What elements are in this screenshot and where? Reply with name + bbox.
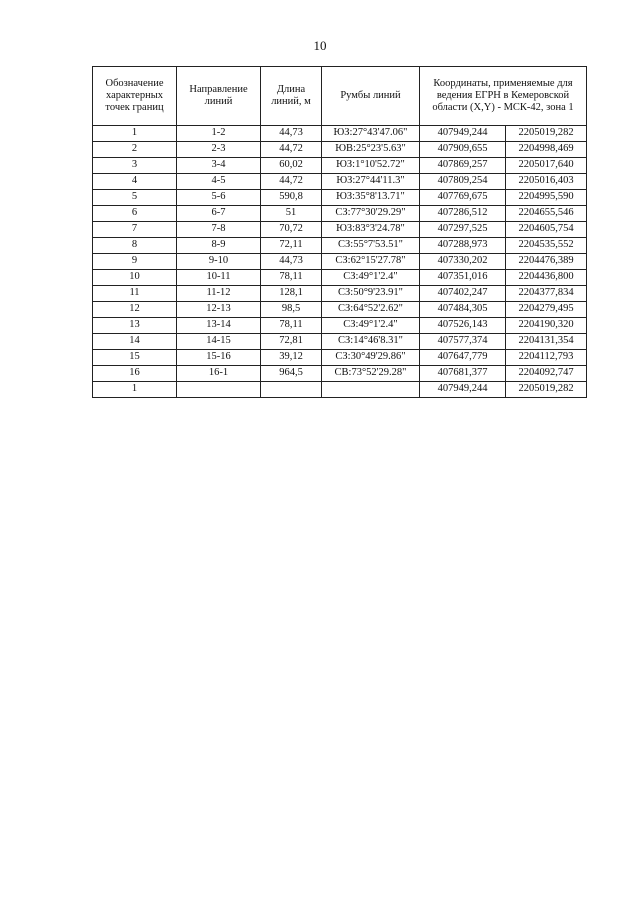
cell-y-coordinate: 2204476,389 (506, 254, 587, 270)
cell-bearing: ЮЗ:1°10'52.72" (322, 158, 420, 174)
table-header (93, 67, 587, 126)
cell-point: 12 (93, 302, 177, 318)
cell-bearing: СЗ:50°9'23.91" (322, 286, 420, 302)
cell-y-coordinate: 2204112,793 (506, 350, 587, 366)
cell-bearing: ЮЗ:27°44'11.3" (322, 174, 420, 190)
cell-point: 5 (93, 190, 177, 206)
table-row (93, 334, 587, 350)
cell-x-coordinate: 407286,512 (420, 206, 506, 222)
cell-x-coordinate: 407288,973 (420, 238, 506, 254)
header-point: Обозначение характерных точек границ (93, 67, 177, 126)
table-row (93, 318, 587, 334)
cell-length: 70,72 (261, 222, 322, 238)
cell-x-coordinate: 407647,779 (420, 350, 506, 366)
cell-bearing: ЮЗ:35°8'13.71" (322, 190, 420, 206)
cell-direction: 8-9 (177, 238, 261, 254)
table-row (93, 350, 587, 366)
cell-point: 8 (93, 238, 177, 254)
cell-direction: 6-7 (177, 206, 261, 222)
cell-bearing: СЗ:64°52'2.62" (322, 302, 420, 318)
cell-point: 1 (93, 126, 177, 142)
cell-bearing: СЗ:49°1'2.4" (322, 270, 420, 286)
cell-point: 10 (93, 270, 177, 286)
table-row (93, 206, 587, 222)
cell-point: 15 (93, 350, 177, 366)
cell-point: 3 (93, 158, 177, 174)
cell-direction (177, 382, 261, 398)
table-header-row (93, 67, 587, 126)
cell-y-coordinate: 2204377,834 (506, 286, 587, 302)
cell-bearing: СЗ:55°7'53.51" (322, 238, 420, 254)
cell-direction: 2-3 (177, 142, 261, 158)
header-direction: Направление линий (177, 67, 261, 126)
cell-x-coordinate: 407869,257 (420, 158, 506, 174)
cell-point: 6 (93, 206, 177, 222)
cell-direction: 7-8 (177, 222, 261, 238)
cell-length: 44,73 (261, 254, 322, 270)
cell-y-coordinate: 2205019,282 (506, 126, 587, 142)
cell-x-coordinate: 407949,244 (420, 382, 506, 398)
cell-direction: 9-10 (177, 254, 261, 270)
cell-x-coordinate: 407577,374 (420, 334, 506, 350)
cell-point: 7 (93, 222, 177, 238)
cell-y-coordinate: 2204092,747 (506, 366, 587, 382)
cell-length: 60,02 (261, 158, 322, 174)
table-row (93, 366, 587, 382)
cell-x-coordinate: 407769,675 (420, 190, 506, 206)
cell-direction: 16-1 (177, 366, 261, 382)
cell-direction: 14-15 (177, 334, 261, 350)
cell-x-coordinate: 407909,655 (420, 142, 506, 158)
cell-bearing: СВ:73°52'29.28" (322, 366, 420, 382)
table-row (93, 158, 587, 174)
header-bearing: Румбы линий (322, 67, 420, 126)
cell-x-coordinate: 407402,247 (420, 286, 506, 302)
table-row (93, 286, 587, 302)
cell-length: 44,72 (261, 142, 322, 158)
cell-y-coordinate: 2205017,640 (506, 158, 587, 174)
cell-y-coordinate: 2204605,754 (506, 222, 587, 238)
table-row (93, 302, 587, 318)
cell-y-coordinate: 2204190,320 (506, 318, 587, 334)
table-row (93, 270, 587, 286)
cell-point: 1 (93, 382, 177, 398)
table-row (93, 126, 587, 142)
cell-point: 14 (93, 334, 177, 350)
cell-bearing: СЗ:49°1'2.4" (322, 318, 420, 334)
header-coordinates: Координаты, применяемые для ведения ЕГРН в Кемеровской области (X,Y) - МСК-42, зона 1 (420, 67, 587, 126)
cell-bearing: СЗ:30°49'29.86" (322, 350, 420, 366)
cell-direction: 12-13 (177, 302, 261, 318)
cell-bearing (322, 382, 420, 398)
cell-bearing: ЮЗ:83°3'24.78" (322, 222, 420, 238)
cell-x-coordinate: 407351,016 (420, 270, 506, 286)
cell-length: 78,11 (261, 318, 322, 334)
cell-point: 2 (93, 142, 177, 158)
boundary-coordinates-table (92, 66, 587, 398)
cell-x-coordinate: 407330,202 (420, 254, 506, 270)
cell-direction: 5-6 (177, 190, 261, 206)
cell-x-coordinate: 407949,244 (420, 126, 506, 142)
cell-y-coordinate: 2205016,403 (506, 174, 587, 190)
cell-length: 590,8 (261, 190, 322, 206)
table-row (93, 190, 587, 206)
cell-direction: 10-11 (177, 270, 261, 286)
cell-x-coordinate: 407484,305 (420, 302, 506, 318)
cell-y-coordinate: 2204279,495 (506, 302, 587, 318)
cell-direction: 15-16 (177, 350, 261, 366)
cell-length: 964,5 (261, 366, 322, 382)
cell-length: 78,11 (261, 270, 322, 286)
cell-length: 72,11 (261, 238, 322, 254)
cell-y-coordinate: 2204995,590 (506, 190, 587, 206)
cell-y-coordinate: 2204998,469 (506, 142, 587, 158)
cell-y-coordinate: 2204535,552 (506, 238, 587, 254)
cell-length: 39,12 (261, 350, 322, 366)
cell-x-coordinate: 407297,525 (420, 222, 506, 238)
cell-bearing: СЗ:62°15'27.78" (322, 254, 420, 270)
table-row (93, 174, 587, 190)
cell-y-coordinate: 2205019,282 (506, 382, 587, 398)
cell-length: 44,72 (261, 174, 322, 190)
cell-point: 11 (93, 286, 177, 302)
page-number: 10 (313, 38, 327, 53)
cell-point: 13 (93, 318, 177, 334)
cell-length: 44,73 (261, 126, 322, 142)
cell-direction: 11-12 (177, 286, 261, 302)
table-row (93, 238, 587, 254)
table-row (93, 254, 587, 270)
cell-y-coordinate: 2204436,800 (506, 270, 587, 286)
header-length: Длина линий, м (261, 67, 322, 126)
cell-length: 98,5 (261, 302, 322, 318)
cell-x-coordinate: 407809,254 (420, 174, 506, 190)
cell-bearing: СЗ:14°46'8.31" (322, 334, 420, 350)
cell-bearing: СЗ:77°30'29.29" (322, 206, 420, 222)
cell-direction: 13-14 (177, 318, 261, 334)
cell-y-coordinate: 2204131,354 (506, 334, 587, 350)
cell-length: 51 (261, 206, 322, 222)
table-body (93, 126, 587, 398)
cell-direction: 4-5 (177, 174, 261, 190)
table-row (93, 222, 587, 238)
cell-point: 4 (93, 174, 177, 190)
cell-x-coordinate: 407681,377 (420, 366, 506, 382)
cell-bearing: ЮВ:25°23'5.63" (322, 142, 420, 158)
cell-x-coordinate: 407526,143 (420, 318, 506, 334)
cell-length (261, 382, 322, 398)
cell-point: 9 (93, 254, 177, 270)
table-row (93, 382, 587, 398)
cell-length: 128,1 (261, 286, 322, 302)
cell-direction: 1-2 (177, 126, 261, 142)
cell-y-coordinate: 2204655,546 (506, 206, 587, 222)
cell-length: 72,81 (261, 334, 322, 350)
cell-direction: 3-4 (177, 158, 261, 174)
table-row (93, 142, 587, 158)
cell-bearing: ЮЗ:27°43'47.06" (322, 126, 420, 142)
cell-point: 16 (93, 366, 177, 382)
